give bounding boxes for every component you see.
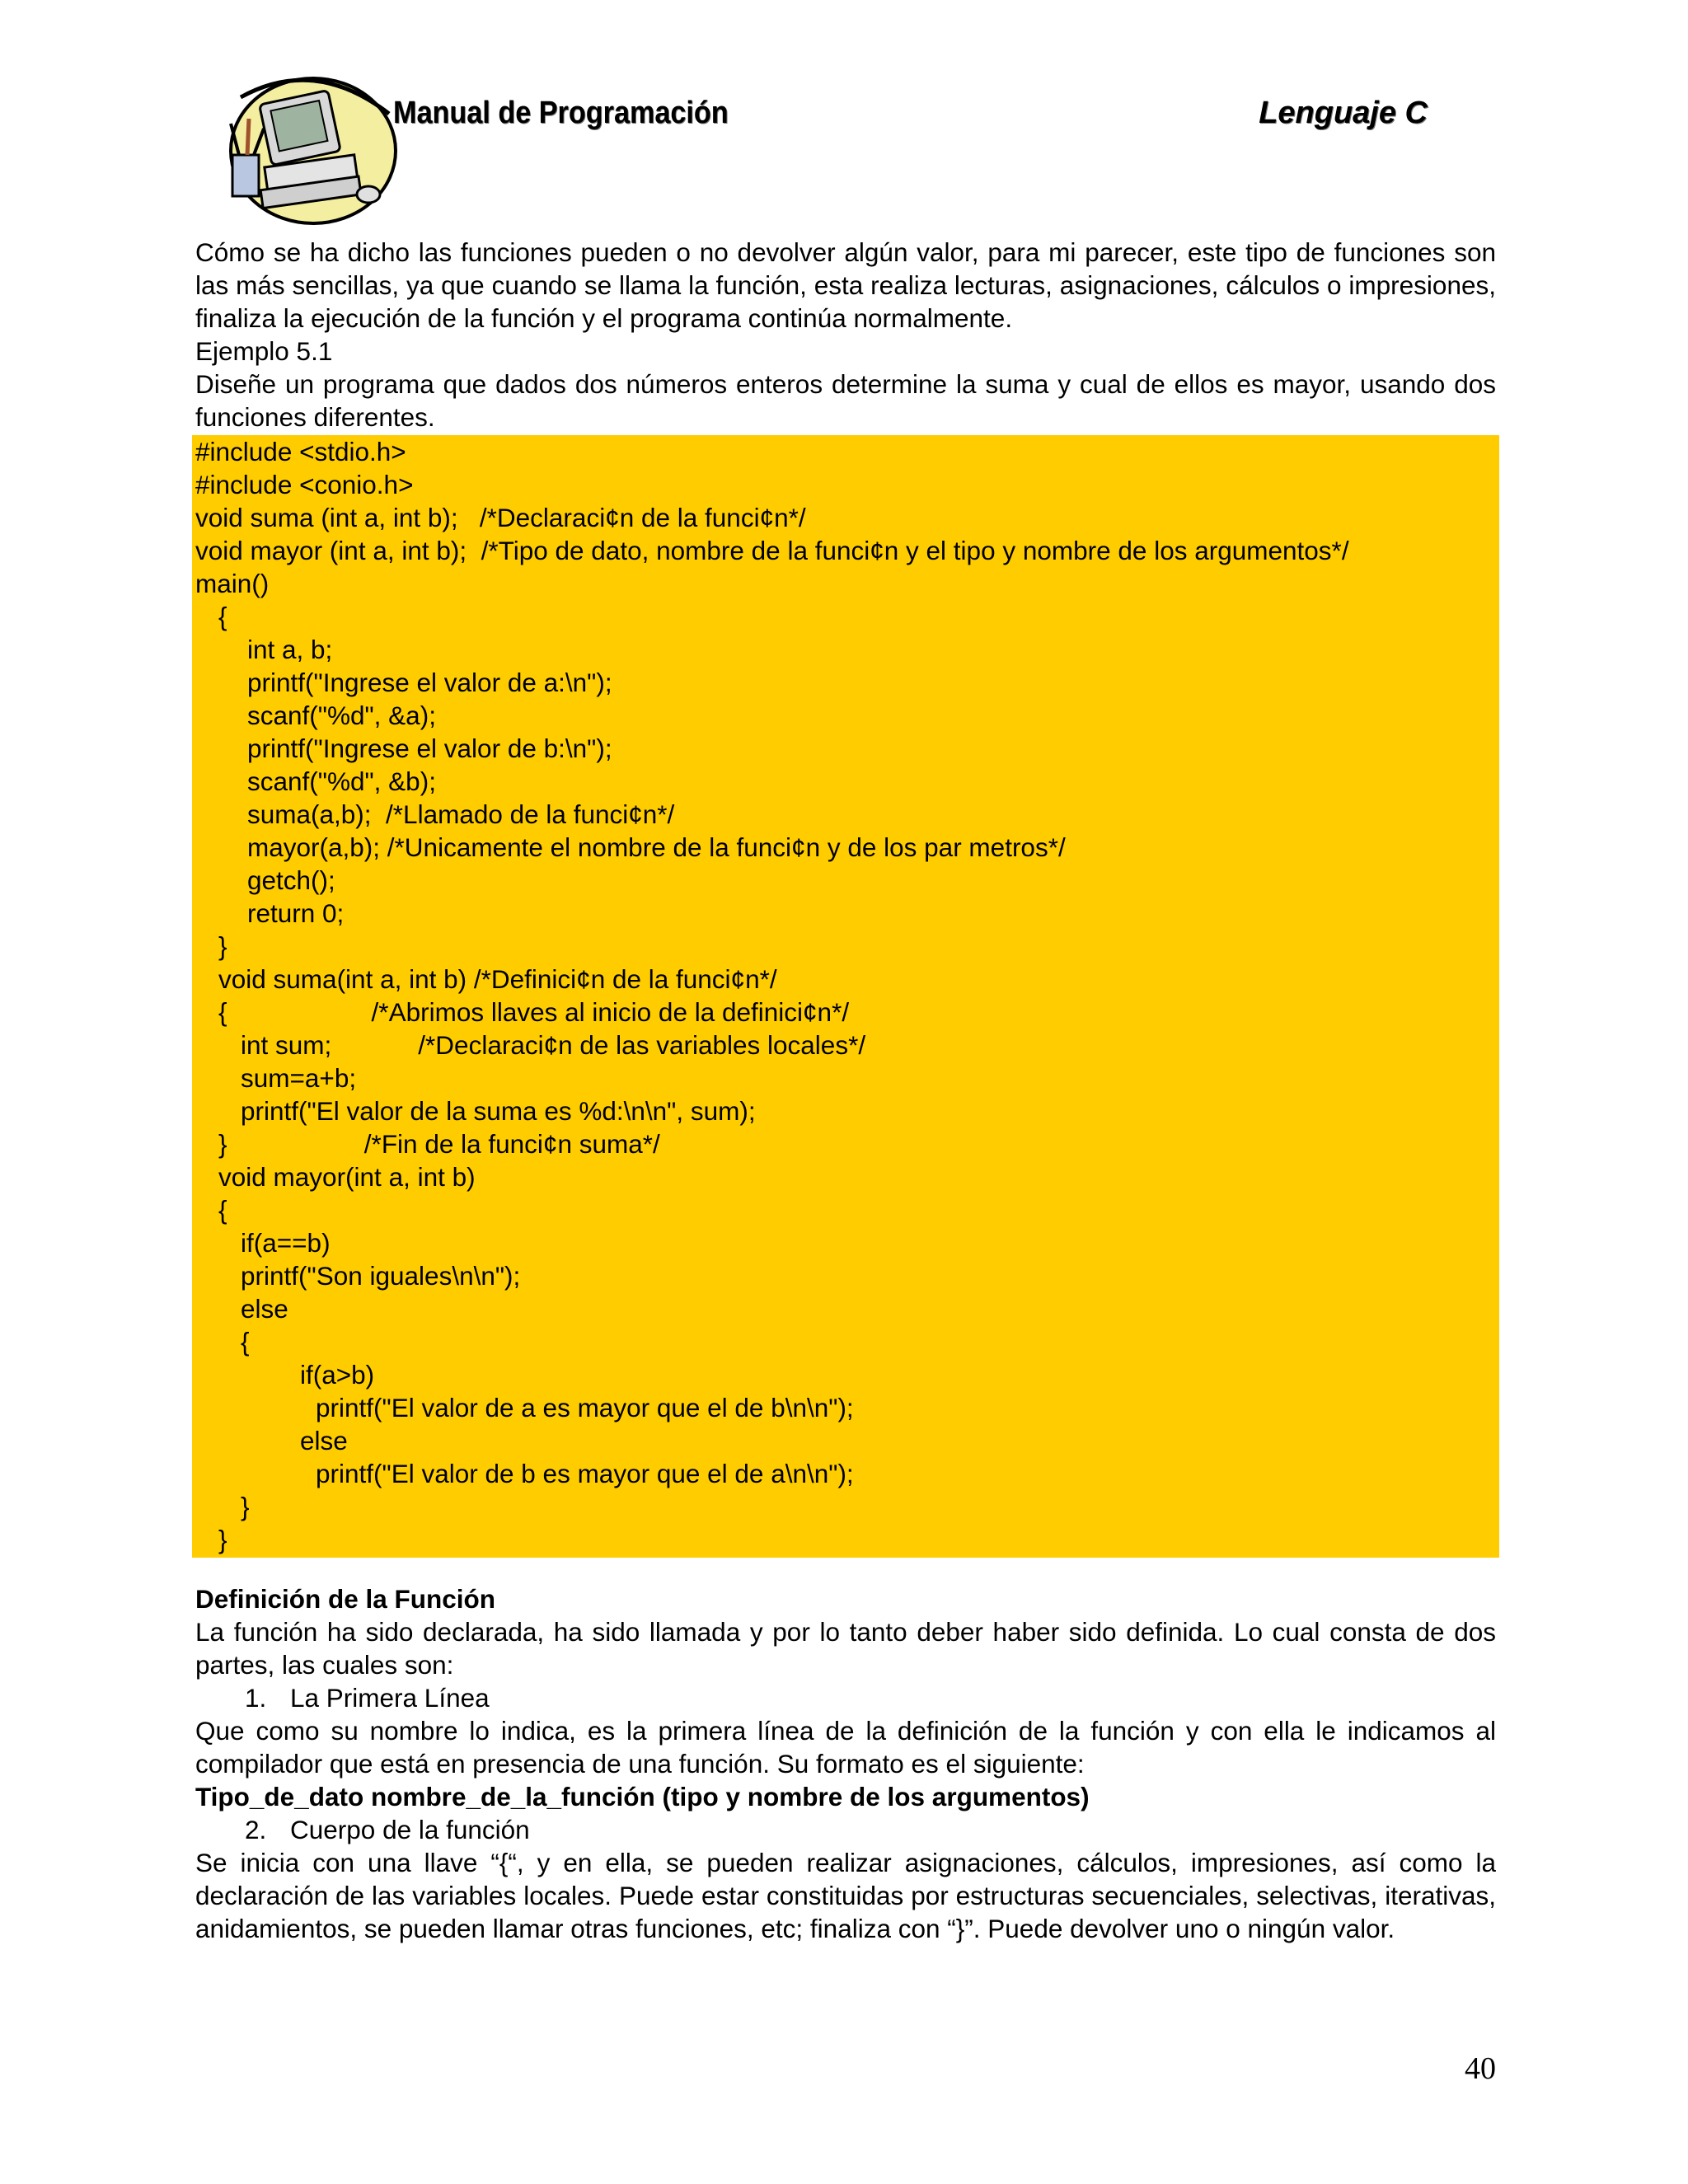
code-line: int a, b; (247, 635, 333, 664)
page-content (195, 236, 1496, 1945)
item2-description: Se inicia con una llave “{“, y en ella, se pueden realizar asignaciones, cálculos, impresiones, así como la declaración de las variables locales. Puede estar constituidas por estructuras secuenciales, selectivas, iterativas, anidamientos, se pueden llamar otras funciones, etc; finaliza con “}”. Puede devolver uno o ningún valor. (195, 1848, 1496, 1943)
code-line: sum=a+b; (241, 1063, 357, 1093)
page-number: 40 (1465, 2051, 1496, 2086)
code-line: } (218, 1525, 227, 1554)
code-line: if(a>b) (300, 1360, 375, 1390)
code-line: getch(); (247, 865, 335, 895)
code-line: { (241, 1327, 250, 1357)
computer-clipart-icon (216, 64, 397, 229)
example-label: Ejemplo 5.1 (195, 336, 333, 366)
code-line: printf("El valor de b es mayor que el de a\n\n"); (316, 1459, 854, 1488)
list-text: Cuerpo de la función (290, 1815, 530, 1844)
code-line: } (218, 931, 227, 961)
code-line: void suma(int a, int b) /*Definici¢n de la funci¢n*/ (218, 964, 777, 994)
code-line: printf("Ingrese el valor de a:\n"); (247, 668, 612, 697)
page-header (216, 64, 1428, 229)
section-intro: La función ha sido declarada, ha sido llamada y por lo tanto deber haber sido definida. Lo cual consta de dos partes, las cuales son: (195, 1617, 1496, 1680)
code-line: else (241, 1294, 288, 1324)
code-line: else (300, 1426, 348, 1455)
example-description: Diseñe un programa que dados dos números enteros determine la suma y cual de ellos es mayor, usando dos funciones diferentes. (195, 369, 1496, 432)
code-line: #include <stdio.h> (195, 437, 406, 466)
code-line: #include <conio.h> (195, 470, 414, 499)
code-line: main() (195, 569, 270, 598)
code-line: void suma (int a, int b); /*Declaraci¢n de la funci¢n*/ (195, 503, 806, 532)
code-line: void mayor (int a, int b); /*Tipo de dato, nombre de la funci¢n y el tipo y nombre de los argumentos*/ (195, 536, 1349, 565)
list-text: La Primera Línea (290, 1683, 490, 1713)
header-subtitle: Lenguaje C (1259, 96, 1428, 130)
list-item (195, 1681, 1496, 1714)
code-line: void mayor(int a, int b) (218, 1162, 476, 1192)
code-line: mayor(a,b); /*Unicamente el nombre de la funci¢n y de los par metros*/ (247, 832, 1066, 862)
code-line: { (218, 602, 227, 631)
item1-description: Que como su nombre lo indica, es la primera línea de la definición de la función y con ella le indicamos al compilador que está en presencia de una función. Su formato es el siguiente: (195, 1716, 1496, 1779)
header-title: Manual de Programación (393, 96, 729, 130)
intro-paragraph: Cómo se ha dicho las funciones pueden o no devolver algún valor, para mi parecer, este tipo de funciones son las más sencillas, ya que cuando se llama la función, esta realiza lecturas, asignaciones, cálculos o impresiones, finaliza la ejecución de la función y el programa continúa normalmente. (195, 237, 1496, 333)
code-line: printf("El valor de a es mayor que el de b\n\n"); (316, 1393, 854, 1422)
code-line: printf("El valor de la suma es %d:\n\n", sum); (241, 1096, 756, 1126)
code-line: scanf("%d", &a); (247, 701, 436, 730)
list-number: 1. (245, 1683, 267, 1713)
code-line: } /*Fin de la funci¢n suma*/ (218, 1129, 660, 1159)
code-line: return 0; (247, 898, 345, 928)
code-line: if(a==b) (241, 1228, 331, 1258)
code-block (192, 435, 1499, 1558)
code-line: printf("Son iguales\n\n"); (241, 1261, 521, 1291)
code-line: } (241, 1492, 250, 1521)
function-format: Tipo_de_dato nombre_de_la_función (tipo y nombre de los argumentos) (195, 1782, 1090, 1811)
code-line: suma(a,b); /*Llamado de la funci¢n*/ (247, 799, 675, 829)
code-line: int sum; /*Declaraci¢n de las variables locales*/ (241, 1030, 866, 1060)
code-line: scanf("%d", &b); (247, 766, 436, 796)
code-line: printf("Ingrese el valor de b:\n"); (247, 733, 612, 763)
list-item (195, 1813, 1496, 1846)
section-title: Definición de la Función (195, 1584, 496, 1614)
list-number: 2. (245, 1815, 267, 1844)
code-line: { /*Abrimos llaves al inicio de la definici¢n*/ (218, 997, 850, 1027)
code-line: { (218, 1195, 227, 1225)
